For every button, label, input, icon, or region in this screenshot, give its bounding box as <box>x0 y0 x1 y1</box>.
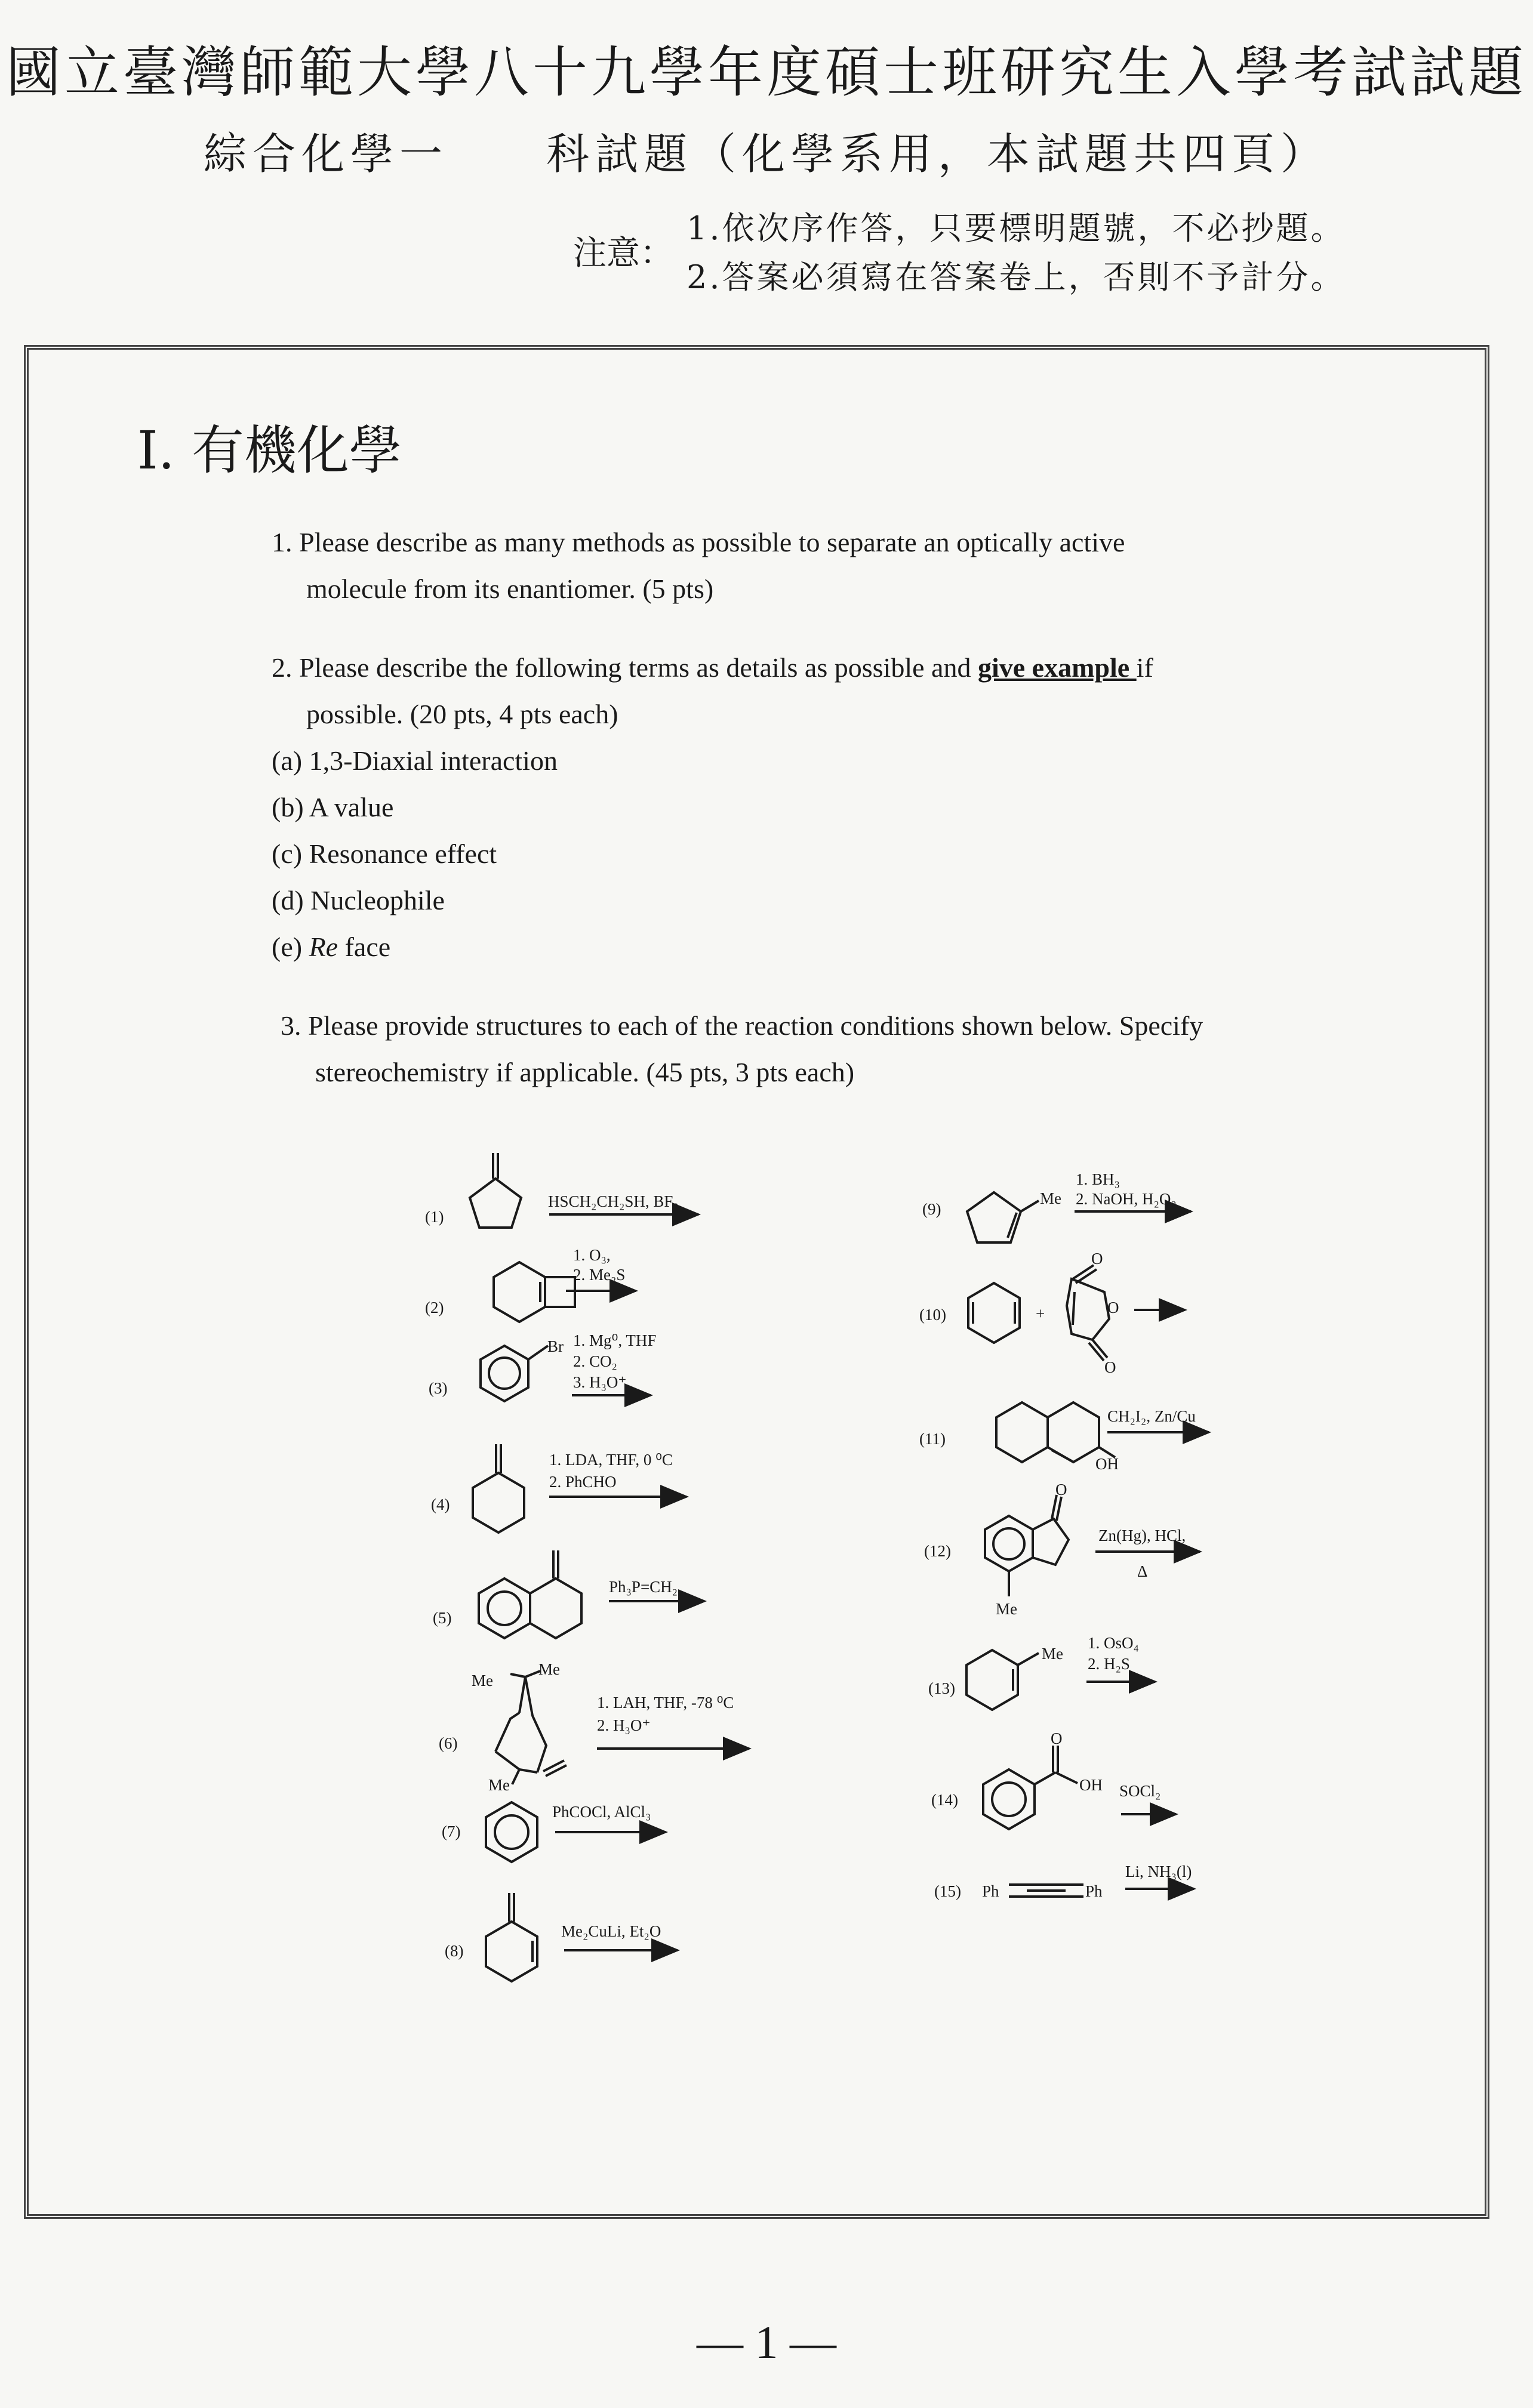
reaction-label: (5) <box>433 1609 452 1627</box>
reaction-label: (14) <box>931 1791 958 1809</box>
reaction-condition: 1. O₃, <box>573 1246 611 1264</box>
reaction-label: (15) <box>934 1882 961 1900</box>
item-label: (b) <box>272 792 304 822</box>
reaction-label: (11) <box>919 1430 946 1448</box>
reaction-condition: Li, NH₃(l) <box>1125 1863 1192 1880</box>
reaction-condition: 1. LDA, THF, 0 ⁰C <box>549 1451 673 1469</box>
item-text: Resonance effect <box>309 838 497 869</box>
q1-line1: Please describe as many methods as possible to separate an optically active <box>299 527 1125 557</box>
reaction-label: (4) <box>431 1496 450 1513</box>
carbonyl-oxygen: O <box>1091 1250 1103 1268</box>
methyl-label: Me <box>472 1672 493 1689</box>
reaction-12-structure <box>985 1495 1200 1596</box>
reaction-condition: 1. BH₃ <box>1076 1170 1120 1188</box>
reaction-condition: SOCl₂ <box>1119 1782 1161 1800</box>
reaction-condition: 1. LAH, THF, -78 ⁰C <box>597 1694 734 1712</box>
methyl-label: Me <box>996 1600 1017 1618</box>
reaction-condition: 3. H₃O⁺ <box>573 1373 627 1391</box>
reaction-label: (2) <box>425 1299 444 1316</box>
carbonyl-oxygen: O <box>1055 1481 1067 1499</box>
reaction-condition: 1. OsO₄ <box>1088 1634 1139 1652</box>
reaction-condition: PhCOCl, AlCl₃ <box>552 1803 651 1821</box>
exam-subtitle: 綜合化學一 科試題（化學系用，本試題共四頁） <box>203 129 1329 179</box>
reaction-condition: 2. H₂S <box>1088 1655 1130 1673</box>
notice-line-1: 1.依次序作答，只要標明題號，不必抄題。 <box>687 209 1346 247</box>
reaction-condition: 1. Mg⁰, THF <box>573 1331 657 1349</box>
reaction-condition: Me₂CuLi, Et₂O <box>561 1922 661 1940</box>
notice-label: 注意： <box>573 234 673 273</box>
q1-number: 1. <box>272 527 293 557</box>
reaction-label: (9) <box>922 1200 941 1218</box>
q2-line2: possible. (20 pts, 4 pts each) <box>306 699 618 729</box>
reaction-label: (6) <box>439 1734 458 1752</box>
reaction-label: (7) <box>442 1823 461 1840</box>
reaction-condition: 2. CO₂ <box>573 1352 617 1370</box>
item-label: (d) <box>272 885 304 915</box>
q2-line1a: Please describe the following terms as details as possible and <box>299 652 978 683</box>
section-title: I. 有機化學 <box>137 420 402 481</box>
item-text: A value <box>309 792 394 822</box>
methyl-label: Me <box>1040 1189 1061 1207</box>
reaction-condition: CH₂I₂, Zn/Cu <box>1107 1407 1196 1425</box>
methyl-label: Me <box>538 1660 560 1678</box>
reaction-condition: 2. NaOH, H₂O₂ <box>1076 1190 1177 1208</box>
reaction-label: (3) <box>429 1379 448 1397</box>
ring-oxygen: O <box>1107 1299 1119 1316</box>
phenyl-label: Ph <box>1085 1882 1103 1900</box>
phenyl-label: Ph <box>982 1882 999 1900</box>
q3-line2: stereochemistry if applicable. (45 pts, 3 pts each) <box>315 1057 855 1087</box>
q3-line1: Please provide structures to each of the reaction conditions shown below. Specify <box>308 1010 1203 1041</box>
exam-title: 國立臺灣師範大學八十九學年度碩士班研究生入學考試試題 <box>5 41 1527 104</box>
q3-number: 3. <box>281 1010 301 1041</box>
reaction-1-structure <box>470 1153 698 1228</box>
item-label: (c) <box>272 838 303 869</box>
reaction-condition: HSCH₂CH₂SH, BF₃ <box>548 1192 679 1210</box>
methyl-label: Me <box>488 1776 510 1794</box>
item-text: 1,3-Diaxial interaction <box>309 745 558 776</box>
reaction-condition: Ph₃P=CH₂ <box>609 1578 678 1596</box>
page-number: — 1 — <box>697 2316 836 2368</box>
item-text: face <box>338 932 391 962</box>
reaction-condition: 2. PhCHO <box>549 1473 617 1491</box>
notice-line-2: 2.答案必須寫在答案卷上，否則不予計分。 <box>687 258 1346 296</box>
q1-line2: molecule from its enantiomer. (5 pts) <box>306 574 714 604</box>
hydroxyl-label: OH <box>1079 1776 1103 1794</box>
reaction-condition: 2. H₃O⁺ <box>597 1716 651 1734</box>
item-label: (a) <box>272 745 303 776</box>
q2-line1b: if <box>1136 652 1153 683</box>
item-text-italic: Re <box>309 932 338 962</box>
hydroxyl-label: OH <box>1095 1455 1119 1473</box>
reaction-label: (1) <box>425 1208 444 1226</box>
reaction-label: (12) <box>924 1542 951 1560</box>
reaction-label: (10) <box>919 1306 946 1324</box>
item-label: (e) <box>272 932 303 962</box>
methyl-label: Me <box>1042 1645 1063 1663</box>
q2-underlined: give example <box>977 652 1137 683</box>
reaction-condition: Δ <box>1137 1562 1148 1580</box>
reaction-condition: 2. Me₂S <box>573 1266 626 1284</box>
reaction-label: (13) <box>928 1679 955 1697</box>
item-text: Nucleophile <box>310 885 445 915</box>
reaction-condition: Zn(Hg), HCl, <box>1098 1527 1186 1544</box>
q2-number: 2. <box>272 652 293 683</box>
plus-sign: + <box>1036 1305 1045 1322</box>
reaction-label: (8) <box>445 1942 464 1960</box>
reaction-10-structure <box>968 1265 1185 1361</box>
carbonyl-oxygen: O <box>1051 1729 1063 1747</box>
carbonyl-oxygen: O <box>1104 1358 1116 1376</box>
substituent-label: Br <box>547 1337 564 1355</box>
